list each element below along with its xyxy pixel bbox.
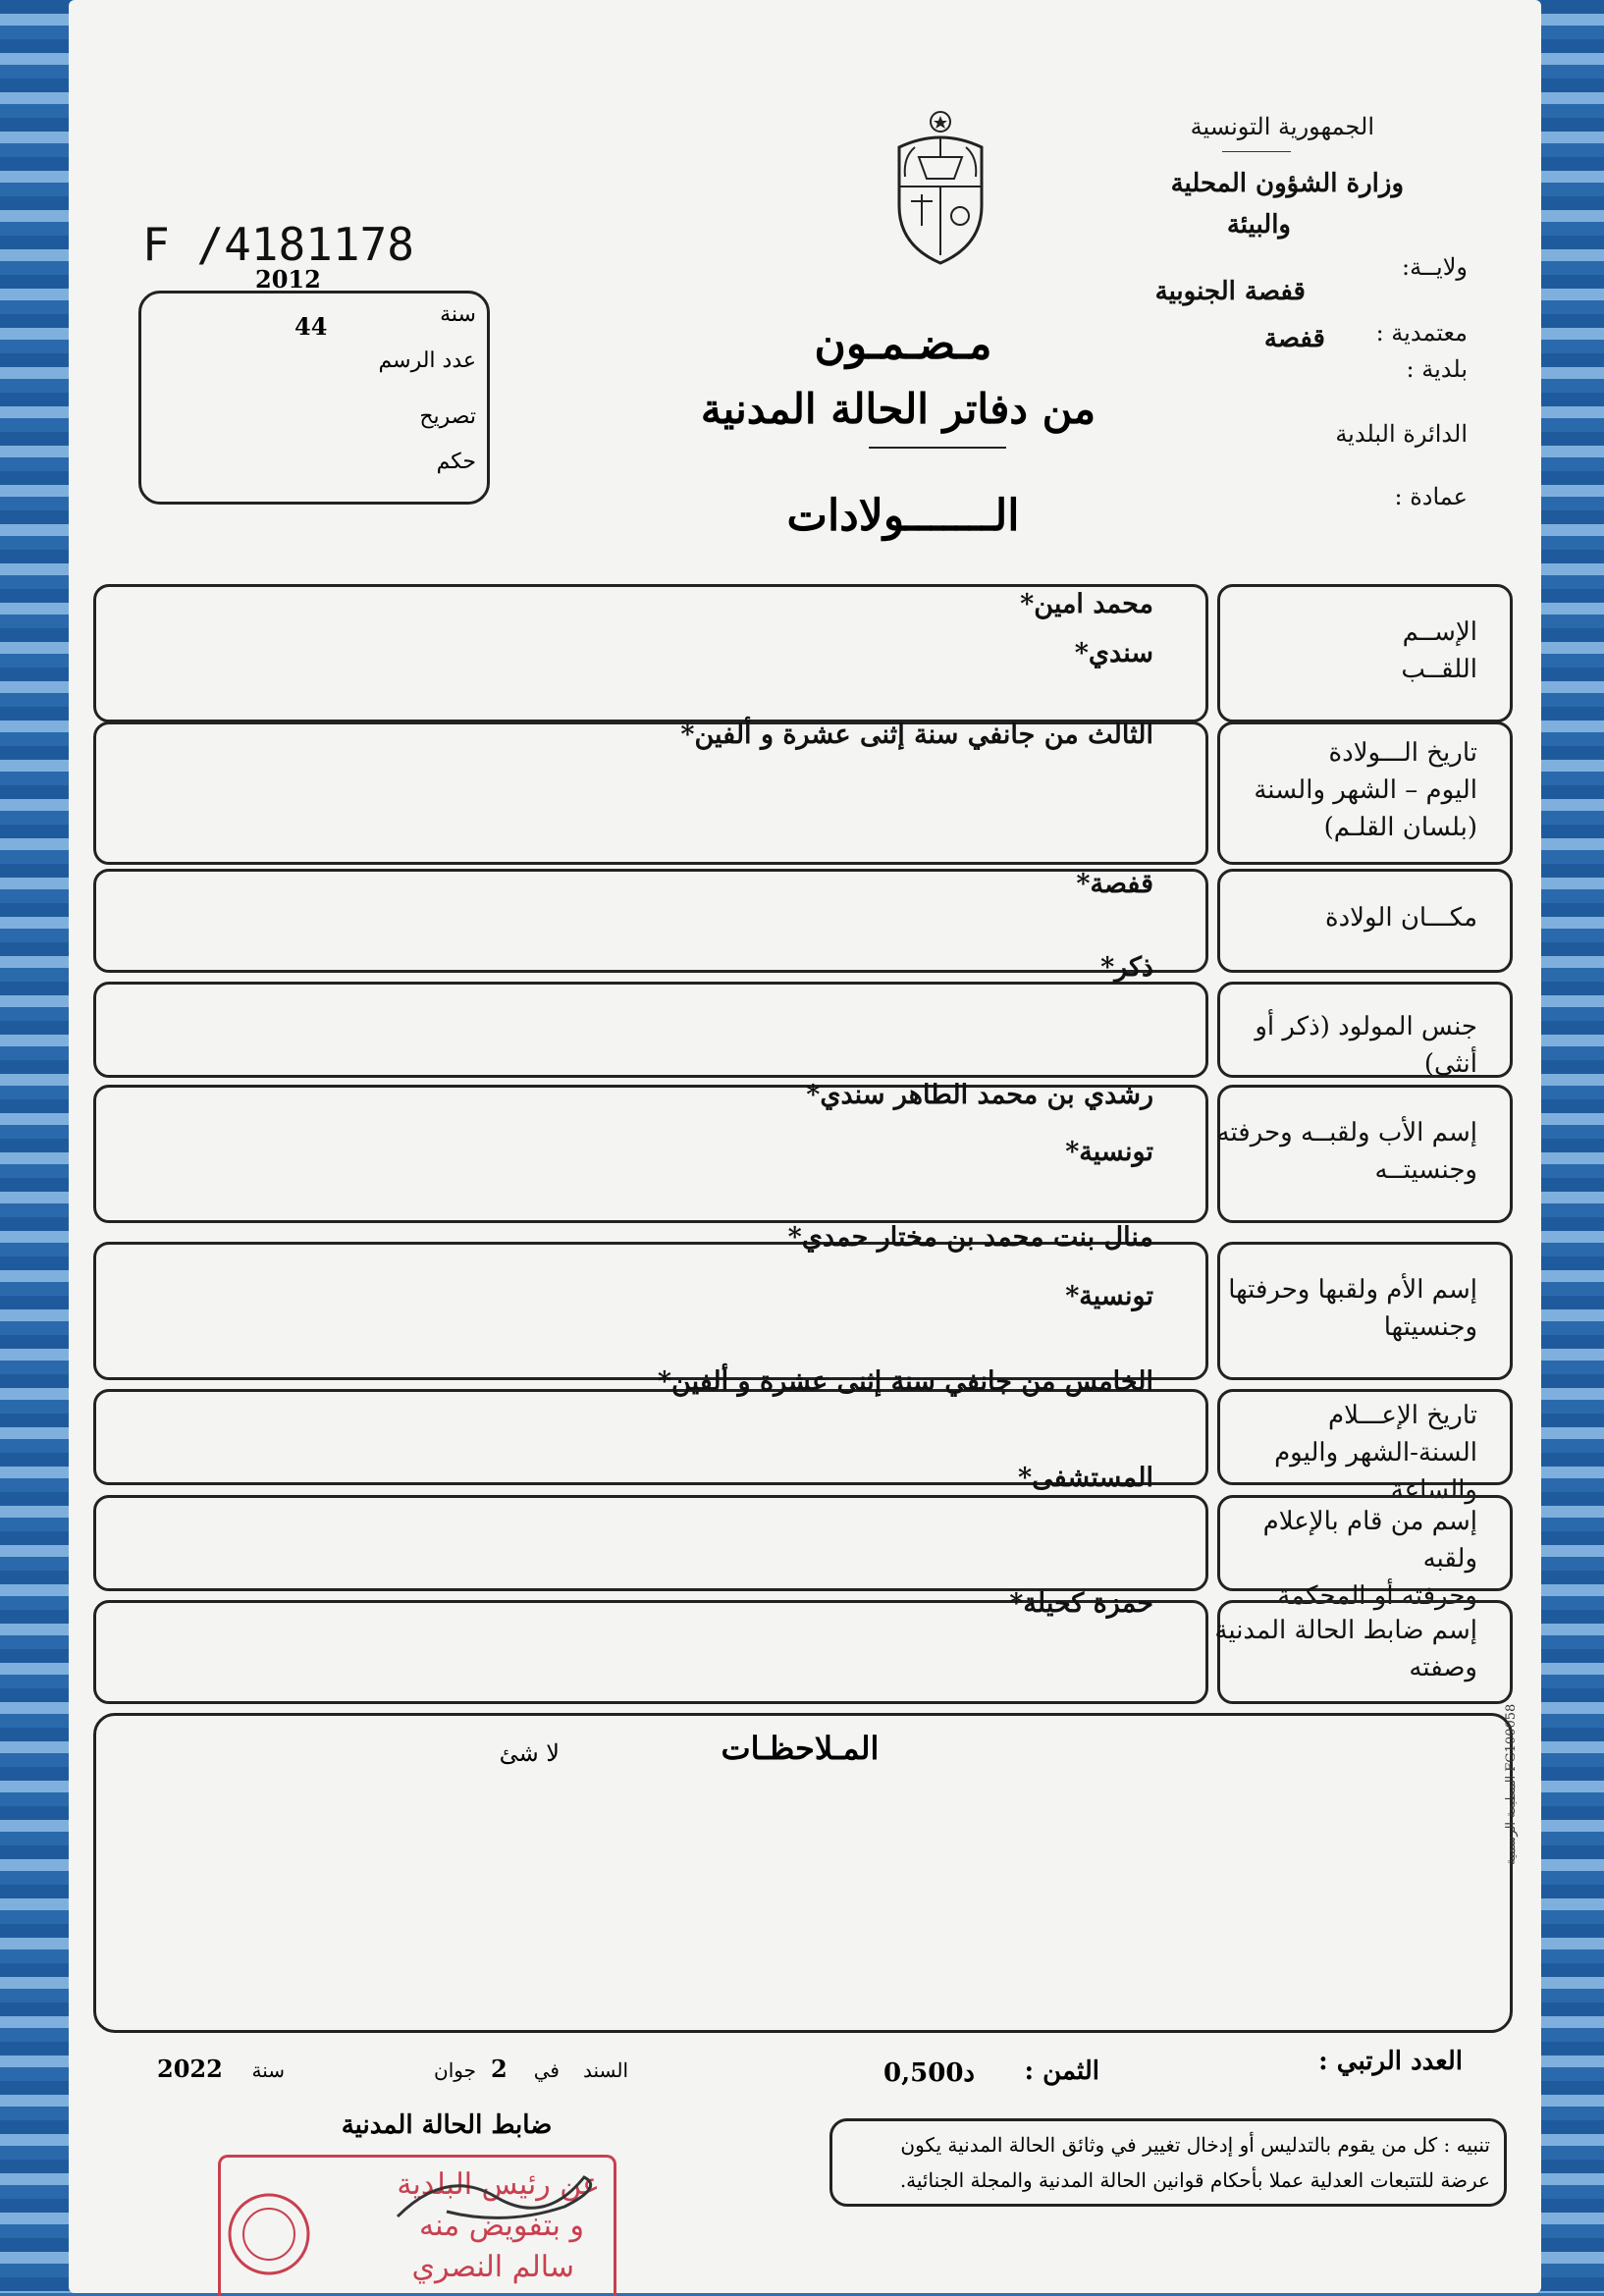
title-underline: [869, 447, 1006, 449]
row-label-line: مكـــان الولادة: [1324, 903, 1477, 933]
row-label-line: إسم ضابط الحالة المدنية: [1214, 1616, 1477, 1645]
row-label-line: جنس المولود (ذكر أو أنثى): [1255, 1012, 1477, 1079]
registry-number-label: عدد الرسم: [378, 348, 476, 373]
row-value-box: [93, 982, 1208, 1078]
row-label-line: وجنسيتــه: [1374, 1154, 1477, 1185]
footer-price-label: الثمن :: [1024, 2056, 1099, 2086]
row-label-line: الإســم: [1402, 616, 1477, 647]
row-label: [1207, 899, 1477, 936]
footer-month: جوان: [434, 2058, 476, 2082]
ministry-sub-label: والبيئة: [1226, 210, 1291, 240]
ministry-label: وزارة الشؤون المحلية: [1170, 169, 1404, 198]
header-divider: [1222, 151, 1291, 152]
tunisia-coat-of-arms-icon: [889, 108, 991, 265]
imada-label: عمادة :: [1394, 483, 1468, 510]
row-label: [1207, 614, 1477, 688]
officer-title: ضابط الحالة المدنية: [341, 2110, 553, 2140]
row-value: حمزة كحيلة*: [1009, 1588, 1153, 1619]
row-label: [1207, 1114, 1477, 1189]
row-label: [1207, 734, 1477, 846]
row-value-box: [93, 1242, 1208, 1380]
registry-year-label: سنة: [440, 302, 476, 327]
official-stamp: [218, 2155, 616, 2296]
registry-number-value: 44: [294, 312, 328, 341]
registry-declaration-label: تصريح: [419, 404, 476, 429]
birth-certificate-page: [69, 0, 1541, 2293]
row-value-box: [93, 1495, 1208, 1591]
row-label-line: إسم من قام بالإعلام ولقبه: [1262, 1507, 1477, 1574]
row-value: قفصة*: [1076, 869, 1153, 899]
row-label-line: اليوم – الشهر والسنة: [1254, 775, 1477, 805]
row-label: [1207, 1612, 1477, 1686]
row-label-line: اللقــب: [1401, 654, 1477, 684]
row-value: رشدي بن محمد الطاهر سندي*: [806, 1080, 1153, 1110]
row-value: الخامس من جانفي سنة إثنى عشرة و ألفين*: [657, 1366, 1153, 1397]
registry-year-value: 2012: [255, 265, 321, 294]
row-value: المستشفى*: [1018, 1463, 1153, 1493]
wilaya-label: ولايــة:: [1402, 253, 1468, 281]
row-label-line: تاريخ الـــولادة: [1328, 738, 1477, 768]
footer-year-word: سنة: [251, 2058, 285, 2082]
row-label-line: تاريخ الإعـــلام: [1327, 1401, 1477, 1430]
row-label-line: (بلسان القلـم): [1323, 813, 1477, 842]
delegation-value: قفصة: [1263, 324, 1325, 353]
footer-date-prefix: السند: [582, 2058, 628, 2082]
remarks-label: المـلاحظـات: [721, 1730, 880, 1767]
title-line2: من دفاتر الحالة المدنية: [700, 385, 1096, 433]
stamp-line1: عن رئيس البلدية: [397, 2167, 600, 2202]
row-label-line: وصفته: [1409, 1653, 1477, 1682]
row-value: سندي*: [1074, 638, 1153, 668]
wilaya-value: قفصة الجنوبية: [1154, 277, 1306, 306]
registry-judgment-label: حكم: [436, 450, 476, 474]
row-label-line: وحرفته أو المحكمة: [1277, 1581, 1477, 1611]
row-value: منال بنت محمد بن مختار حمدي*: [787, 1222, 1153, 1253]
stamp-seal-icon: [225, 2165, 313, 2293]
stamp-line2: و بتفويض منه: [419, 2209, 584, 2243]
remarks-value: لا شئ: [499, 1739, 560, 1767]
republic-label: الجمهورية التونسية: [1190, 113, 1374, 140]
row-value: تونسية*: [1065, 1281, 1153, 1311]
footer-price-value: 0,500د: [883, 2058, 975, 2088]
footer-serial-label: العدد الرتبي :: [1318, 2047, 1463, 2076]
row-label: [1207, 1397, 1477, 1509]
row-value: الثالث من جانفي سنة إثنى عشرة و ألفين*: [680, 720, 1153, 750]
serial-number: F /4181178: [142, 218, 414, 271]
footer-year: 2022: [157, 2055, 223, 2083]
signature-icon: [388, 2158, 614, 2236]
row-label: [1207, 1503, 1477, 1615]
row-label: [1207, 1271, 1477, 1346]
row-value-box: [93, 869, 1208, 973]
row-label-line: وجنسيتها: [1383, 1311, 1477, 1342]
footer-day-prefix: في: [533, 2058, 560, 2082]
title-line1: مـضـمـون: [814, 319, 992, 369]
row-value: محمد امين*: [1020, 589, 1153, 619]
row-label-line: إسم الأب ولقبــه وحرفته: [1216, 1117, 1477, 1148]
print-code: المطبعة الرسمية FG100058: [1504, 1703, 1519, 1865]
row-label-line: إسم الأم ولقبها وحرفتها: [1228, 1274, 1477, 1305]
footer-day: 2: [491, 2055, 508, 2083]
row-label: [1207, 1008, 1477, 1083]
district-label: الدائرة البلدية: [1335, 420, 1468, 448]
stamp-line3: سالم النصري: [411, 2250, 574, 2284]
row-value: ذكر*: [1100, 952, 1153, 983]
row-label-line: السنة-الشهر واليوم والساعة: [1274, 1438, 1477, 1505]
delegation-label: معتمدية :: [1375, 319, 1468, 347]
municipality-label: بلدية :: [1406, 355, 1468, 383]
section-title-births: الـــــــولادات: [786, 491, 1020, 541]
warning-box: تنبيه : كل من يقوم بالتدليس أو إدخال تغيير في وثائق الحالة المدنية يكون عرضة للتتبعات العدلية عملا بأحكام قوانين الحالة المدنية والمجلة الجنائية.: [829, 2118, 1507, 2207]
row-value: تونسية*: [1065, 1137, 1153, 1167]
